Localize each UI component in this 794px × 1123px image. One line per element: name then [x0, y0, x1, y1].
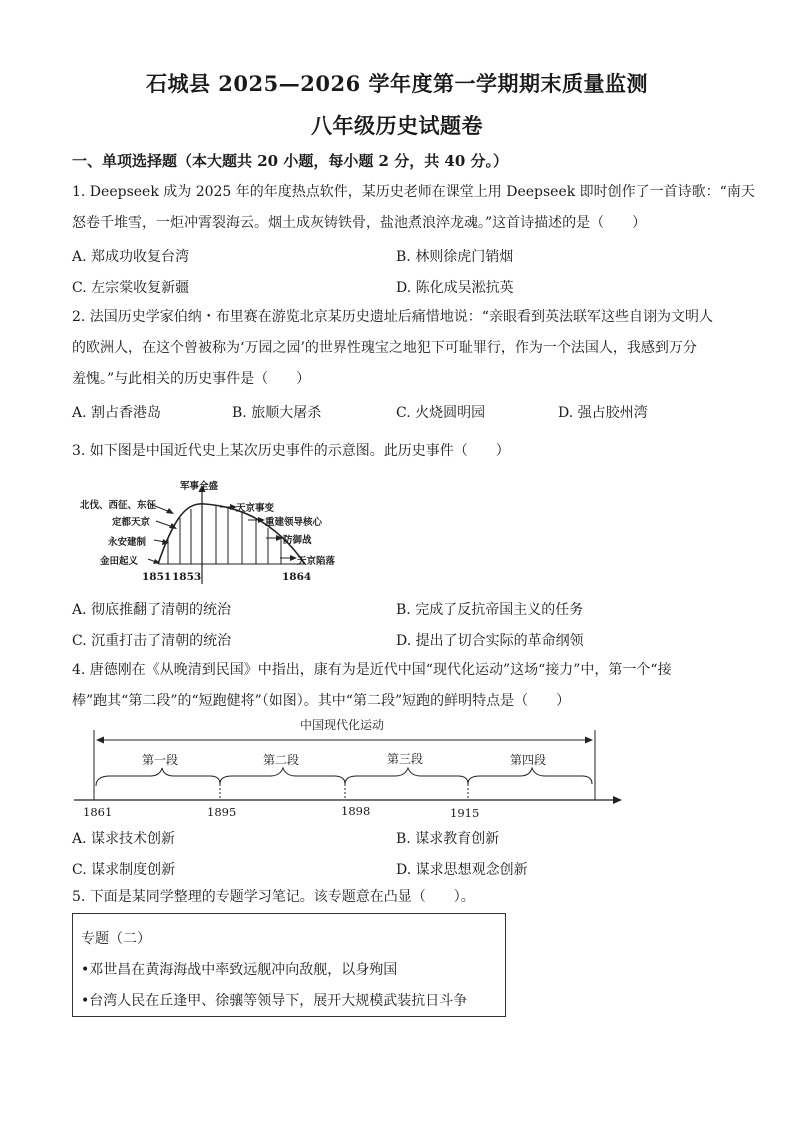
q3-fig-left-label-4: 金田起义 — [100, 556, 139, 567]
q1-option-d: D. 陈化成吴淞抗英 — [396, 280, 514, 296]
q3-option-a: A. 彻底推翻了清朝的统治 — [72, 602, 232, 618]
q1-option-a: A. 郑成功收复台湾 — [72, 249, 190, 265]
q2-stem-line2: 的欧洲人，在这个曾被称为‘万园之园’的世界性瑰宝之地犯下可耻罪行，作为一个法国人，我感到万分 — [72, 340, 697, 356]
q4-fig-segment-1: 第一段 — [142, 753, 179, 767]
q4-stem-line2: 棒”跑其“第二段”的“短跑健将”（如图）。其中“第二段”短跑的鲜明特点是（ ） — [72, 693, 571, 709]
q3-option-c: C. 沉重打击了清朝的统治 — [72, 633, 232, 649]
q4-fig-segment-2: 第二段 — [263, 753, 300, 767]
q4-option-d: D. 谋求思想观念创新 — [396, 862, 528, 878]
q4-option-a: A. 谋求技术创新 — [72, 831, 176, 847]
exam-subtitle: 八年级历史试题卷 — [311, 113, 483, 138]
q5-stem: 5. 下面是某同学整理的专题学习笔记。该专题意在凸显（ ）。 — [72, 889, 475, 905]
q4-fig-title: 中国现代化运动 — [300, 718, 385, 732]
q5-note-item-2: •台湾人民在丘逢甲、徐骧等领导下，展开大规模武装抗日斗争 — [81, 993, 468, 1009]
q4-stem-line1: 4. 唐德刚在《从晚清到民国》中指出，康有为是近代中国“现代化运动”这场“接力”中，第一个“接 — [72, 662, 672, 678]
q3-fig-top-label: 军事全盛 — [180, 481, 219, 492]
q4-fig-segment-4: 第四段 — [510, 753, 547, 767]
q3-fig-right-label-2: 重建领导核心 — [265, 517, 323, 528]
q4-option-b: B. 谋求教育创新 — [396, 831, 500, 847]
q3-fig-right-label-4: 天京陷落 — [297, 556, 336, 567]
q4-option-c: C. 谋求制度创新 — [72, 862, 176, 878]
q4-fig-year-1915: 1915 — [450, 806, 480, 820]
q3-fig-left-label-3: 永安建制 — [108, 537, 147, 548]
q3-arc-diagram — [70, 474, 370, 590]
q1-stem-line1: 1. Deepseek 成为 2025 年的年度热点软件，某历史老师在课堂上用 Deepseek 即时创作了一首诗歌：“南天 — [72, 184, 755, 200]
q3-fig-left-label-1: 北伐、西征、东征 — [80, 500, 157, 511]
q4-relay-timeline — [70, 726, 630, 810]
section-heading: 一、单项选择题（本大题共 20 小题，每小题 2 分，共 40 分。） — [72, 152, 509, 170]
q2-option-d: D. 强占胶州湾 — [558, 405, 648, 421]
exam-title: 石城县 2025—2026 学年度第一学期期末质量监测 — [145, 71, 648, 96]
q3-fig-right-label-3: 防御战 — [283, 535, 312, 546]
q3-stem: 3. 如下图是中国近代史上某次历史事件的示意图。此历史事件（ ） — [72, 443, 510, 459]
q2-option-c: C. 火烧圆明园 — [396, 405, 486, 421]
q5-study-note-box — [72, 913, 506, 1017]
q2-option-a: A. 割占香港岛 — [72, 405, 162, 421]
q3-fig-year-1853: 1853 — [172, 571, 202, 583]
q3-option-b: B. 完成了反抗帝国主义的任务 — [396, 602, 584, 618]
q3-option-d: D. 提出了切合实际的革命纲领 — [396, 633, 584, 649]
q5-note-title: 专题（二） — [81, 931, 151, 947]
q1-stem-line2: 怒卷千堆雪，一炬冲霄裂海云。烟土成灰铸铁骨，盐池煮浪淬龙魂。”这首诗描述的是（ ） — [72, 215, 647, 231]
q4-fig-year-1898: 1898 — [341, 804, 371, 818]
q4-fig-segment-3: 第三段 — [387, 752, 424, 766]
q5-note-item-1: •邓世昌在黄海海战中率致远舰冲向敌舰，以身殉国 — [81, 962, 398, 978]
q1-option-c: C. 左宗棠收复新疆 — [72, 280, 190, 296]
q2-stem-line3: 羞愧。”与此相关的历史事件是（ ） — [72, 371, 311, 387]
q3-fig-left-label-2: 定都天京 — [112, 517, 151, 528]
q4-fig-year-1895: 1895 — [207, 805, 237, 819]
q4-fig-year-1861: 1861 — [83, 805, 113, 819]
q3-fig-year-1851: 1851 — [142, 571, 172, 583]
q1-option-b: B. 林则徐虎门销烟 — [396, 249, 514, 265]
q3-fig-year-1864: 1864 — [282, 571, 312, 583]
q2-option-b: B. 旅顺大屠杀 — [232, 405, 322, 421]
q2-stem-line1: 2. 法国历史学家伯纳・布里赛在游览北京某历史遗址后痛惜地说：“亲眼看到英法联军这些自诩为文明人 — [72, 309, 713, 325]
q3-fig-right-label-1: 天京事变 — [236, 503, 275, 514]
